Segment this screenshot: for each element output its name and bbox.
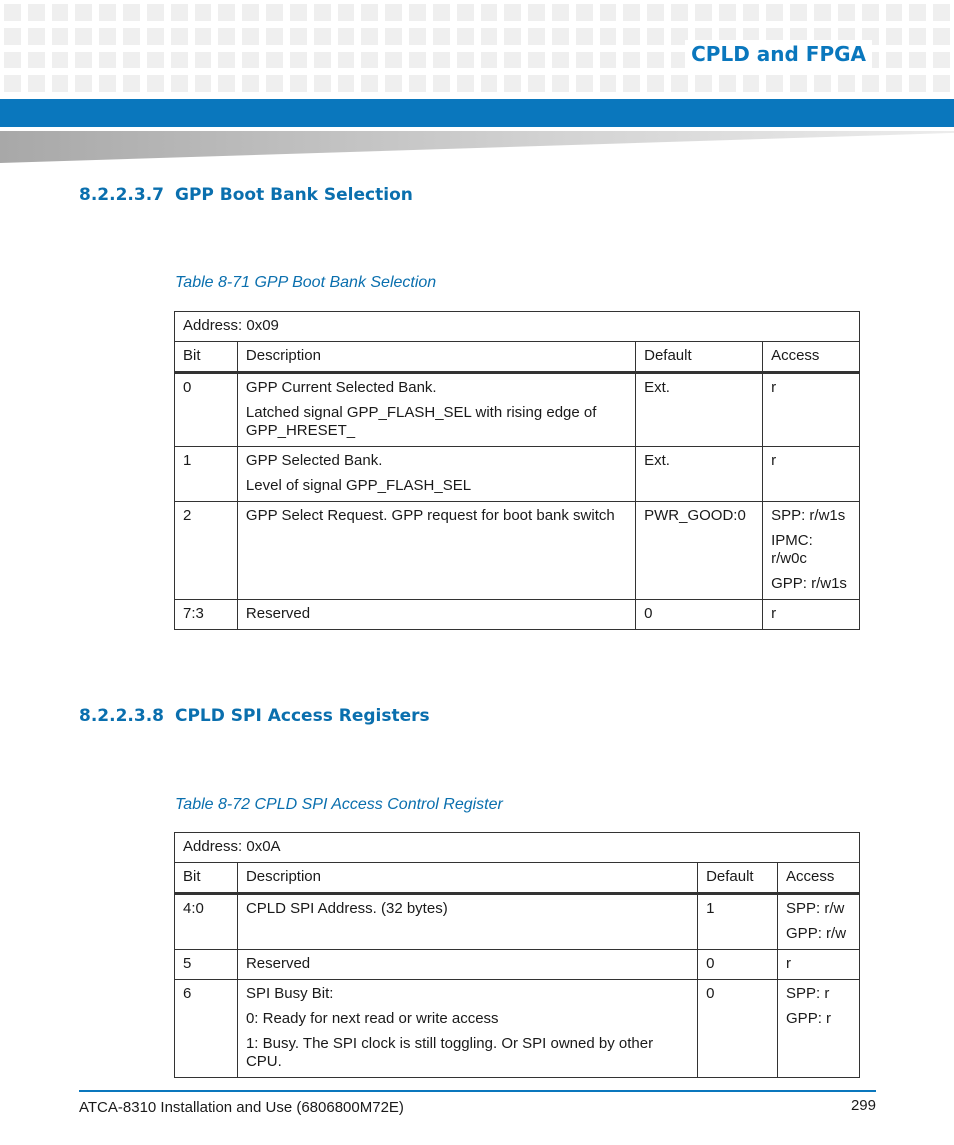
pattern-square bbox=[457, 28, 474, 45]
pattern-square bbox=[623, 75, 640, 92]
description-line: Level of signal GPP_FLASH_SEL bbox=[245, 477, 472, 494]
pattern-square bbox=[790, 75, 807, 92]
pattern-square bbox=[862, 4, 879, 21]
access-cell bbox=[778, 950, 860, 980]
table-row bbox=[175, 894, 860, 950]
pattern-square bbox=[743, 4, 760, 21]
pattern-square bbox=[623, 52, 640, 69]
section-number: 8.2.2.3.7 bbox=[79, 185, 164, 205]
pattern-square bbox=[290, 4, 307, 21]
pattern-square bbox=[314, 75, 331, 92]
header-blue-band bbox=[0, 99, 954, 127]
pattern-square bbox=[123, 52, 140, 69]
pattern-square bbox=[576, 52, 593, 69]
footer-rule bbox=[79, 1090, 876, 1092]
pattern-square bbox=[886, 75, 903, 92]
section-number: 8.2.2.3.8 bbox=[79, 706, 164, 726]
table-row bbox=[175, 980, 860, 1078]
pattern-square bbox=[99, 28, 116, 45]
pattern-square bbox=[361, 4, 378, 21]
bit-cell: 2 bbox=[175, 502, 238, 600]
pattern-square bbox=[338, 75, 355, 92]
pattern-square bbox=[743, 75, 760, 92]
pattern-square bbox=[671, 75, 688, 92]
default-cell: 0 bbox=[698, 950, 778, 980]
section-title: GPP Boot Bank Selection bbox=[175, 185, 413, 205]
header-row bbox=[175, 863, 860, 894]
pattern-square bbox=[338, 52, 355, 69]
bit-cell: 6 bbox=[175, 980, 238, 1078]
pattern-square bbox=[886, 28, 903, 45]
pattern-square bbox=[504, 52, 521, 69]
pattern-square bbox=[28, 52, 45, 69]
pattern-square bbox=[886, 4, 903, 21]
access-line: GPP: r/w1s bbox=[771, 575, 847, 592]
access-line: r bbox=[771, 605, 777, 622]
pattern-square bbox=[266, 52, 283, 69]
default-cell: 0 bbox=[698, 980, 778, 1078]
column-header: Description bbox=[237, 342, 635, 373]
pattern-square bbox=[457, 52, 474, 69]
column-header: Bit bbox=[175, 342, 238, 373]
pattern-square bbox=[242, 52, 259, 69]
pattern-square bbox=[385, 28, 402, 45]
pattern-square bbox=[28, 75, 45, 92]
pattern-square bbox=[504, 4, 521, 21]
pattern-square bbox=[361, 28, 378, 45]
pattern-square bbox=[409, 4, 426, 21]
pattern-square bbox=[195, 4, 212, 21]
pattern-square bbox=[719, 75, 736, 92]
description-line: GPP Select Request. GPP request for boot bank switch bbox=[245, 507, 615, 524]
pattern-square bbox=[790, 4, 807, 21]
pattern-square bbox=[52, 4, 69, 21]
pattern-square bbox=[123, 28, 140, 45]
pattern-square bbox=[99, 75, 116, 92]
pattern-square bbox=[504, 75, 521, 92]
pattern-square bbox=[242, 28, 259, 45]
pattern-square bbox=[385, 75, 402, 92]
pattern-square bbox=[28, 4, 45, 21]
pattern-square bbox=[719, 4, 736, 21]
access-line: r bbox=[786, 955, 792, 972]
bit-cell: 4:0 bbox=[175, 894, 238, 950]
address-cell: Address: 0x0A bbox=[175, 833, 860, 863]
pattern-square bbox=[4, 4, 21, 21]
column-header: Bit bbox=[175, 863, 238, 894]
column-header: Access bbox=[778, 863, 860, 894]
access-line: r bbox=[771, 452, 777, 469]
table-row bbox=[175, 447, 860, 502]
pattern-square bbox=[433, 4, 450, 21]
pattern-square bbox=[52, 52, 69, 69]
pattern-square bbox=[481, 28, 498, 45]
default-cell: Ext. bbox=[636, 447, 763, 502]
bit-cell: 0 bbox=[175, 373, 238, 447]
pattern-square bbox=[623, 4, 640, 21]
pattern-square bbox=[242, 75, 259, 92]
pattern-square bbox=[576, 28, 593, 45]
pattern-square bbox=[4, 75, 21, 92]
pattern-square bbox=[576, 4, 593, 21]
pattern-square bbox=[266, 4, 283, 21]
pattern-square bbox=[147, 4, 164, 21]
description-cell bbox=[237, 447, 635, 502]
pattern-square bbox=[290, 52, 307, 69]
footer-document-title: ATCA-8310 Installation and Use (6806800M72E) bbox=[79, 1099, 404, 1116]
pattern-square bbox=[552, 52, 569, 69]
pattern-square bbox=[99, 4, 116, 21]
pattern-square bbox=[933, 4, 950, 21]
pattern-square bbox=[218, 28, 235, 45]
description-cell bbox=[237, 502, 635, 600]
pattern-square bbox=[385, 52, 402, 69]
pattern-square bbox=[147, 75, 164, 92]
description-cell bbox=[237, 980, 697, 1078]
pattern-square bbox=[314, 52, 331, 69]
description-line: Latched signal GPP_FLASH_SEL with rising edge of GPP_HRESET_ bbox=[245, 404, 597, 439]
pattern-square bbox=[600, 75, 617, 92]
address-row bbox=[175, 833, 860, 863]
register-table-gpp-boot-bank bbox=[174, 311, 860, 630]
access-line: IPMC: r/w0c bbox=[771, 532, 813, 567]
pattern-square bbox=[838, 75, 855, 92]
column-header: Access bbox=[763, 342, 860, 373]
pattern-square bbox=[314, 28, 331, 45]
pattern-square bbox=[338, 28, 355, 45]
access-cell bbox=[778, 894, 860, 950]
pattern-square bbox=[290, 75, 307, 92]
table-row bbox=[175, 373, 860, 447]
table-caption: Table 8-72 CPLD SPI Access Control Register bbox=[175, 796, 503, 813]
section-title: CPLD SPI Access Registers bbox=[175, 706, 430, 726]
default-cell: Ext. bbox=[636, 373, 763, 447]
pattern-square bbox=[195, 75, 212, 92]
pattern-square bbox=[552, 4, 569, 21]
description-cell bbox=[237, 373, 635, 447]
bit-cell: 1 bbox=[175, 447, 238, 502]
pattern-square bbox=[75, 75, 92, 92]
pattern-square bbox=[99, 52, 116, 69]
pattern-square bbox=[4, 52, 21, 69]
pattern-square bbox=[171, 52, 188, 69]
access-cell bbox=[763, 447, 860, 502]
pattern-square bbox=[361, 75, 378, 92]
pattern-square bbox=[218, 52, 235, 69]
column-header: Default bbox=[636, 342, 763, 373]
register-table-cpld-spi bbox=[174, 832, 860, 1078]
pattern-square bbox=[75, 52, 92, 69]
pattern-square bbox=[457, 75, 474, 92]
pattern-square bbox=[909, 28, 926, 45]
bit-cell: 5 bbox=[175, 950, 238, 980]
pattern-square bbox=[528, 52, 545, 69]
pattern-square bbox=[290, 28, 307, 45]
pattern-square bbox=[171, 75, 188, 92]
header-grey-wedge bbox=[0, 131, 954, 163]
pattern-square bbox=[409, 28, 426, 45]
access-line: SPP: r bbox=[786, 985, 830, 1002]
pattern-square bbox=[671, 4, 688, 21]
pattern-square bbox=[266, 75, 283, 92]
pattern-square bbox=[647, 52, 664, 69]
pattern-square bbox=[600, 4, 617, 21]
column-header: Description bbox=[237, 863, 697, 894]
pattern-square bbox=[52, 28, 69, 45]
pattern-square bbox=[123, 4, 140, 21]
pattern-square bbox=[647, 28, 664, 45]
pattern-square bbox=[766, 4, 783, 21]
pattern-square bbox=[242, 4, 259, 21]
pattern-square bbox=[504, 28, 521, 45]
pattern-square bbox=[123, 75, 140, 92]
access-line: SPP: r/w1s bbox=[771, 507, 846, 524]
pattern-square bbox=[814, 75, 831, 92]
description-line: 1: Busy. The SPI clock is still toggling. Or SPI owned by other CPU. bbox=[245, 1035, 654, 1070]
pattern-square bbox=[528, 75, 545, 92]
pattern-square bbox=[862, 75, 879, 92]
access-line: SPP: r/w bbox=[786, 900, 845, 917]
description-cell bbox=[237, 600, 635, 630]
pattern-square bbox=[218, 4, 235, 21]
access-cell bbox=[763, 600, 860, 630]
description-line: GPP Selected Bank. bbox=[245, 452, 383, 469]
chapter-title: CPLD and FPGA bbox=[685, 40, 872, 68]
access-cell bbox=[778, 980, 860, 1078]
pattern-square bbox=[4, 28, 21, 45]
access-cell bbox=[763, 502, 860, 600]
pattern-square bbox=[766, 75, 783, 92]
pattern-square bbox=[647, 75, 664, 92]
pattern-square bbox=[218, 75, 235, 92]
description-line: CPLD SPI Address. (32 bytes) bbox=[245, 900, 448, 917]
address-row bbox=[175, 312, 860, 342]
access-line: r bbox=[771, 379, 777, 396]
pattern-square bbox=[338, 4, 355, 21]
pattern-square bbox=[457, 4, 474, 21]
pattern-square bbox=[195, 52, 212, 69]
pattern-square bbox=[909, 75, 926, 92]
description-line: Reserved bbox=[245, 605, 311, 622]
pattern-square bbox=[147, 52, 164, 69]
pattern-square bbox=[361, 52, 378, 69]
header-row bbox=[175, 342, 860, 373]
address-cell: Address: 0x09 bbox=[175, 312, 860, 342]
pattern-square bbox=[433, 28, 450, 45]
pattern-square bbox=[647, 4, 664, 21]
table-row bbox=[175, 502, 860, 600]
pattern-square bbox=[385, 4, 402, 21]
pattern-square bbox=[171, 28, 188, 45]
pattern-square bbox=[266, 28, 283, 45]
pattern-square bbox=[75, 4, 92, 21]
table-row bbox=[175, 600, 860, 630]
pattern-square bbox=[695, 4, 712, 21]
default-cell: 1 bbox=[698, 894, 778, 950]
pattern-square bbox=[195, 28, 212, 45]
access-line: GPP: r bbox=[786, 1010, 832, 1027]
pattern-square bbox=[409, 52, 426, 69]
pattern-square bbox=[481, 75, 498, 92]
pattern-square bbox=[909, 4, 926, 21]
pattern-square bbox=[171, 4, 188, 21]
description-line: SPI Busy Bit: bbox=[245, 985, 334, 1002]
pattern-square bbox=[75, 28, 92, 45]
pattern-square bbox=[481, 52, 498, 69]
description-line: Reserved bbox=[245, 955, 311, 972]
pattern-square bbox=[52, 75, 69, 92]
access-cell bbox=[763, 373, 860, 447]
pattern-square bbox=[528, 28, 545, 45]
pattern-square bbox=[552, 28, 569, 45]
pattern-square bbox=[600, 28, 617, 45]
pattern-square bbox=[433, 52, 450, 69]
section-heading-cpld-spi bbox=[79, 706, 430, 726]
pattern-square bbox=[409, 75, 426, 92]
pattern-square bbox=[933, 75, 950, 92]
table-caption: Table 8-71 GPP Boot Bank Selection bbox=[175, 274, 437, 291]
bit-cell: 7:3 bbox=[175, 600, 238, 630]
pattern-square bbox=[933, 28, 950, 45]
pattern-square bbox=[623, 28, 640, 45]
pattern-square bbox=[933, 52, 950, 69]
page-number: 299 bbox=[850, 1097, 876, 1114]
access-line: GPP: r/w bbox=[786, 925, 847, 942]
table-row bbox=[175, 950, 860, 980]
pattern-square bbox=[433, 75, 450, 92]
pattern-square bbox=[28, 28, 45, 45]
pattern-square bbox=[909, 52, 926, 69]
pattern-square bbox=[481, 4, 498, 21]
pattern-square bbox=[838, 4, 855, 21]
default-cell: 0 bbox=[636, 600, 763, 630]
pattern-square bbox=[814, 4, 831, 21]
pattern-square bbox=[147, 28, 164, 45]
pattern-square bbox=[600, 52, 617, 69]
pattern-square bbox=[576, 75, 593, 92]
description-line: GPP Current Selected Bank. bbox=[245, 379, 437, 396]
pattern-square bbox=[695, 75, 712, 92]
description-cell bbox=[237, 894, 697, 950]
description-line: 0: Ready for next read or write access bbox=[245, 1010, 499, 1027]
section-heading-gpp-boot-bank bbox=[79, 185, 413, 205]
column-header: Default bbox=[698, 863, 778, 894]
pattern-square bbox=[528, 4, 545, 21]
default-cell: PWR_GOOD:0 bbox=[636, 502, 763, 600]
pattern-square bbox=[552, 75, 569, 92]
description-cell bbox=[237, 950, 697, 980]
pattern-square bbox=[886, 52, 903, 69]
pattern-square bbox=[314, 4, 331, 21]
